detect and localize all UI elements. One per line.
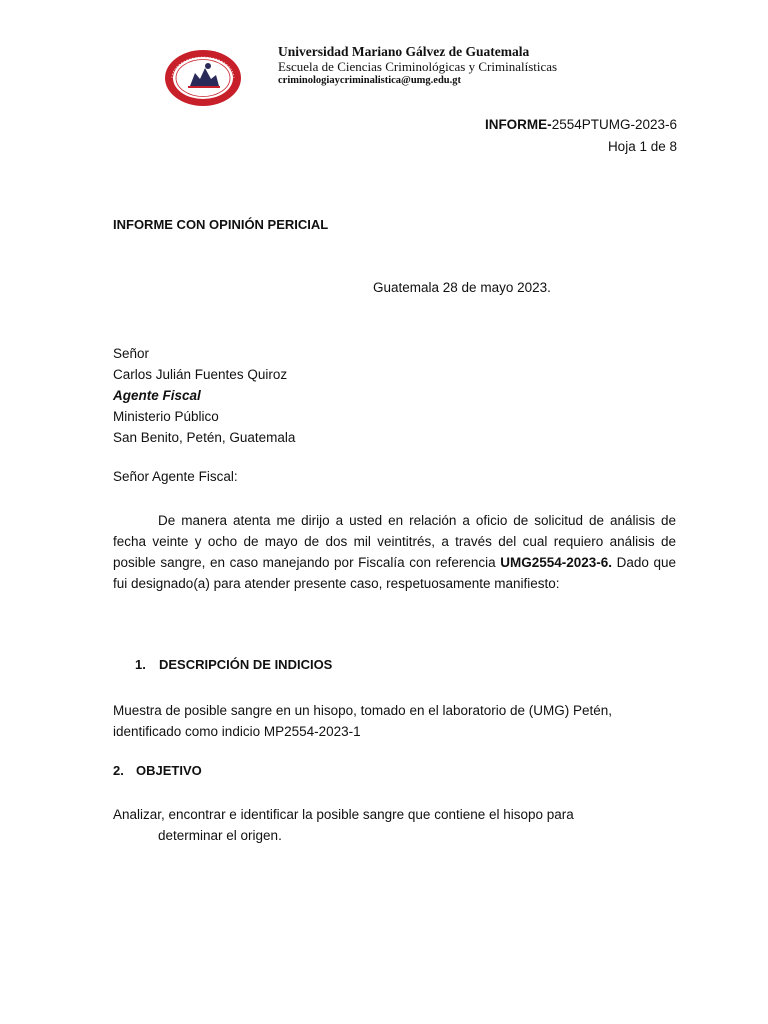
date-line: Guatemala 28 de mayo 2023. [373,280,551,295]
university-seal-logo [164,49,242,107]
recipient-location: San Benito, Petén, Guatemala [113,430,296,445]
section1-body: Muestra de posible sangre en un hisopo, tomado en el laboratorio de (UMG) Petén, identificado como indicio MP2554-2023-1 [113,703,613,739]
report-reference-prefix: INFORME- [484,117,552,132]
intro-part2: Dado que fui designado(a) para atender presente caso, respetuosamente manifiesto: [113,555,676,591]
section2-number: 2. [113,763,124,778]
document-title: INFORME CON OPINIÓN PERICIAL [113,217,329,232]
recipient-greeting: Señor [113,346,150,361]
section2-body [113,804,676,846]
section2-body-line1: Analizar, encontrar e identificar la posible sangre que contiene el hisopo para [113,807,574,822]
institution-name: Universidad Mariano Gálvez de Guatemala [278,44,530,59]
report-reference [485,117,677,132]
section2-title: OBJETIVO [136,763,202,778]
recipient-name: Carlos Julián Fuentes Quiroz [113,367,288,382]
section2-heading [113,763,202,778]
section2-body-line2: determinar el origen. [158,828,282,843]
intro-part1: De manera atenta me dirijo a usted en relación a oficio de solicitud de análisis de fecha veinte y ocho de mayo de dos mil veintitrés, a través del cual requiero análisis de posible sangre, en caso manejando por Fiscalía con referencia [113,513,676,570]
school-name: Escuela de Ciencias Criminológicas y Criminalísticas [278,59,558,74]
section1-heading [135,657,332,672]
sheet-counter: Hoja 1 de 8 [607,139,677,154]
section1-number: 1. [135,657,146,672]
recipient-role: Agente Fiscal [113,388,201,403]
intro-paragraph [113,510,676,594]
case-reference: UMG2554-2023-6. [500,555,613,570]
recipient-block [113,343,295,448]
recipient-institution: Ministerio Público [113,409,219,424]
institution-email: criminologiaycriminalistica@umg.edu.gt [278,75,462,86]
institution-header [278,44,557,87]
section1-title: DESCRIPCIÓN DE INDICIOS [159,657,333,672]
salutation: Señor Agente Fiscal: [113,469,238,484]
report-reference-code: 2554PTUMG-2023-6 [551,117,677,132]
